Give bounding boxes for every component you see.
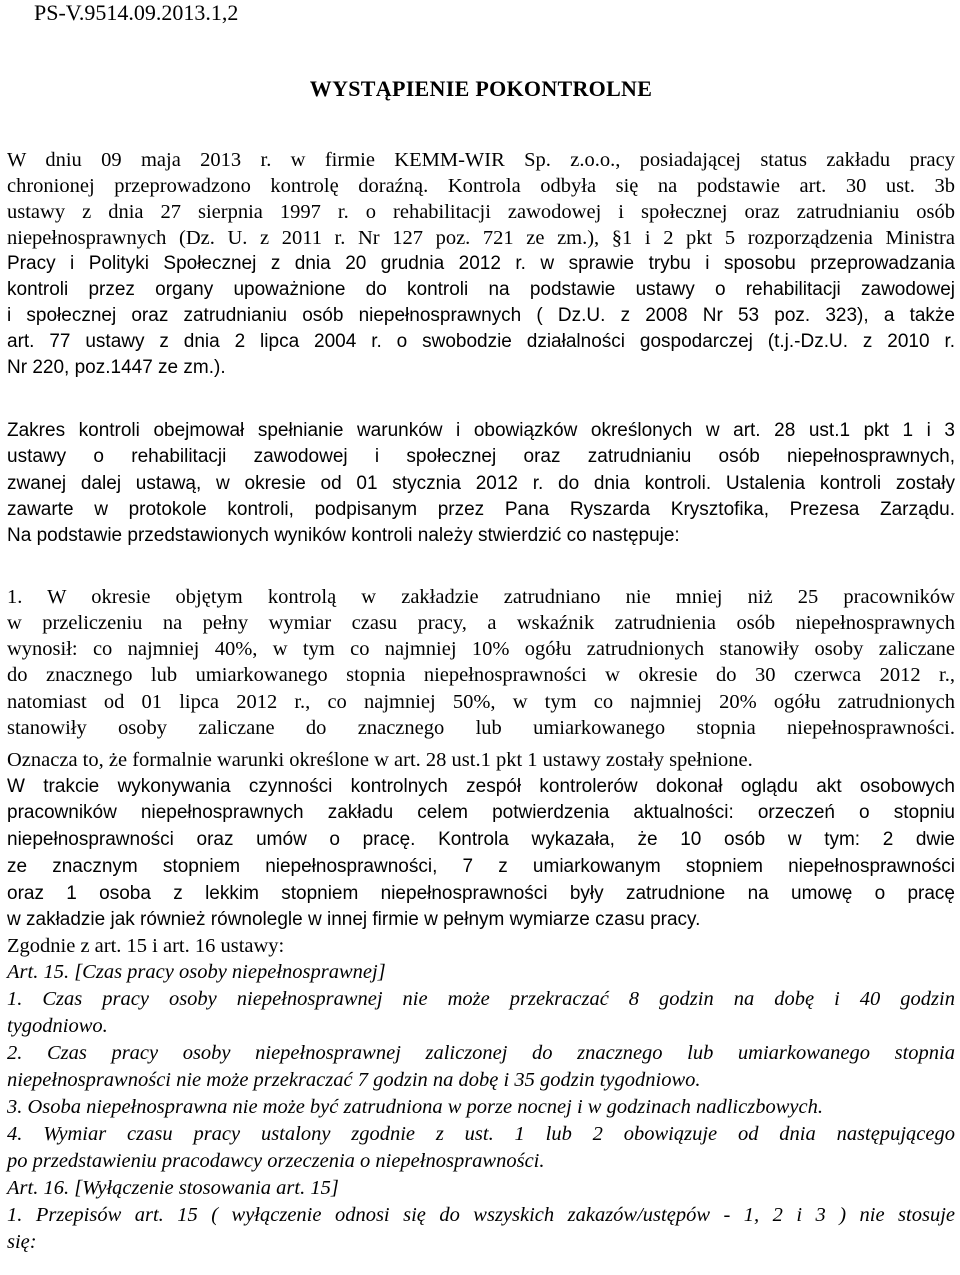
text-line: kontroli przez organy upoważnione do kontroli na podstawie ustawy o rehabilitacji zawodowej [7,279,955,300]
text-line: 1. Czas pracy osoby niepełnosprawnej nie może przekraczać 8 godzin na dobę i 40 godzin [7,988,955,1010]
text-line: Na podstawie przedstawionych wyników kontroli należy stwierdzić co następuje: [7,525,680,546]
text-line: W trakcie wykonywania czynności kontrolnych zespół kontrolerów dokonał oglądu akt osobowych [7,776,955,797]
text-line: natomiast od 01 lipca 2012 r., co najmniej 50%, w tym co najmniej 20% ogółu zatrudnionych [7,691,955,713]
text-line: i społecznej oraz zatrudnianiu osób niepełnosprawnych ( Dz.U. z 2008 Nr 53 poz. 323), a także [7,305,955,326]
text-line: niepełnosprawności oraz umów o pracę. Kontrola wykazała, że 10 osób w tym: 2 dwie [7,829,955,850]
text-line: w przeliczeniu na pełny wymiar czasu pracy, a wskaźnik zatrudnienia osób niepełnosprawnych [7,612,955,634]
text-line: Art. 15. [Czas pracy osoby niepełnosprawnej] [7,961,386,983]
text-line: stanowiły osoby zaliczane do znacznego lub umiarkowanego stopnia niepełnosprawności. [7,717,955,739]
text-line: 2. Czas pracy osoby niepełnosprawnej zaliczonej do znacznego lub umiarkowanego stopnia [7,1042,955,1064]
text-line: po przedstawieniu pracodawcy orzeczenia o niepełnosprawności. [7,1150,545,1172]
text-line: 4. Wymiar czasu pracy ustalony zgodnie z ust. 1 lub 2 obowiązuje od dnia następującego [7,1123,955,1145]
text-line: Oznacza to, że formalnie warunki określone w art. 28 ust.1 pkt 1 ustawy zostały spełnione. [7,749,753,771]
text-line: W dniu 09 maja 2013 r. w firmie KEMM-WIR Sp. z.o.o., posiadającej status zakładu pracy [7,149,955,171]
document-reference: PS-V.9514.09.2013.1,2 [34,0,239,25]
text-line: chronionej przeprowadzono kontrolę doraźną. Kontrola odbyła się na podstawie art. 30 ust. 3b [7,175,955,197]
text-line: się: [7,1231,37,1253]
text-line: oraz 1 osoba z lekkim stopniem niepełnosprawności były zatrudnione na umowę o pracę [7,883,955,904]
text-line: ze znacznym stopniem niepełnosprawności, 7 z umiarkowanym stopniem niepełnosprawności [7,856,955,877]
text-line: 3. Osoba niepełnosprawna nie może być zatrudniona w porze nocnej i w godzinach nadliczbowych. [7,1096,823,1118]
text-line: niepełnosprawnych (Dz. U. z 2011 r. Nr 127 poz. 721 ze zm.), §1 i 2 pkt 5 rozporządzenia Ministra [7,227,955,249]
text-line: wynosił: co najmniej 40%, w tym co najmniej 10% ogółu zatrudnionych stanowiły osoby zaliczane [7,638,955,660]
text-line: Zakres kontroli obejmował spełnianie warunków i obowiązków określonych w art. 28 ust.1 pkt 1 i 3 [7,420,955,441]
text-line: Pracy i Polityki Społecznej z dnia 20 grudnia 2012 r. w sprawie trybu i sposobu przeprowadzania [7,253,955,274]
text-line: Nr 220, poz.1447 ze zm.). [7,357,226,378]
text-line: do znacznego lub umiarkowanego stopnia niepełnosprawności w okresie do 30 czerwca 2012 r., [7,664,955,686]
text-line: 1. W okresie objętym kontrolą w zakładzie zatrudniano nie mniej niż 25 pracowników [7,586,955,608]
text-line: pracowników niepełnosprawnych zakładu celem potwierdzenia aktualności: orzeczeń o stopniu [7,802,955,823]
text-line: art. 77 ustawy z dnia 2 lipca 2004 r. o swobodzie działalności gospodarczej (t.j.-Dz.U. z 2010 r. [7,331,955,352]
text-line: 1. Przepisów art. 15 ( wyłączenie odnosi się do wszyskich zakazów/ustępów - 1, 2 i 3 ) nie stosuje [7,1204,955,1226]
document-title: WYSTĄPIENIE POKONTROLNE [309,76,653,101]
text-line: zawarte w protokole kontroli, podpisanym przez Pana Ryszarda Krysztofika, Prezesa Zarządu. [7,499,955,520]
text-line: niepełnosprawności nie może przekraczać 7 godzin na dobę i 35 godzin tygodniowo. [7,1069,701,1091]
text-line: ustawy o rehabilitacji zawodowej i społecznej oraz zatrudnianiu osób niepełnosprawnych, [7,446,955,467]
text-line: Art. 16. [Wyłączenie stosowania art. 15] [7,1177,339,1199]
text-line: Zgodnie z art. 15 i art. 16 ustawy: [7,935,285,957]
text-line: ustawy z dnia 27 sierpnia 1997 r. o rehabilitacji zawodowej i społecznej oraz zatrudnianiu osób [7,201,955,223]
text-line: w zakładzie jak również równolegle w innej firmie w pełnym wymiarze czasu pracy. [7,909,701,930]
text-line: zwanej dalej ustawą, w okresie od 01 stycznia 2012 r. do dnia kontroli. Ustalenia kontroli zostały [7,473,955,494]
text-line: tygodniowo. [7,1015,108,1037]
